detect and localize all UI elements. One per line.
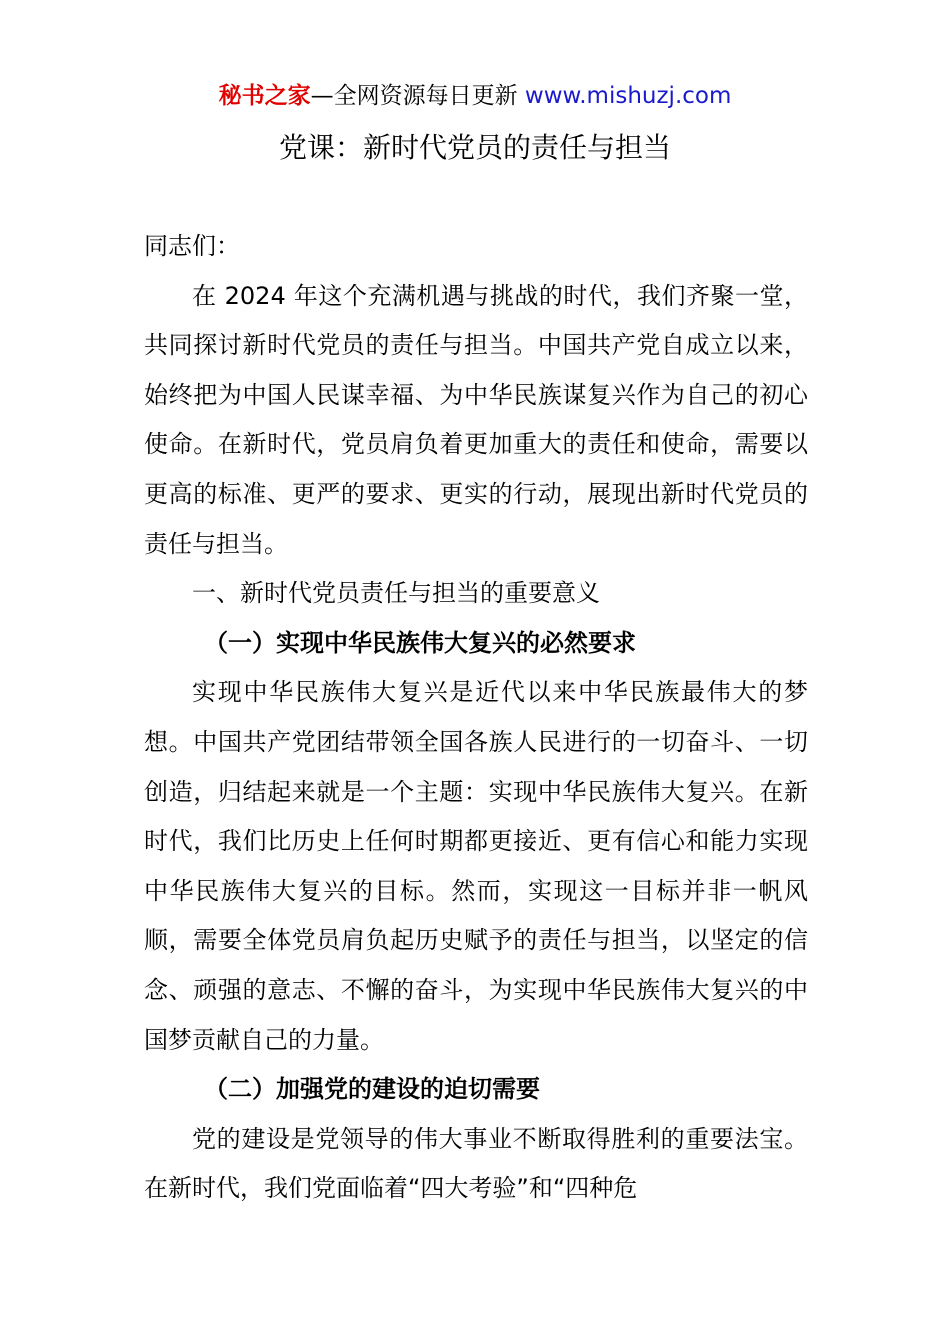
subsection-heading-2: （二）加强党的建设的迫切需要 bbox=[204, 1075, 540, 1104]
site-header bbox=[0, 80, 950, 112]
document-title: 党课：新时代党员的责任与担当 bbox=[278, 131, 671, 164]
section-heading-1: 一、新时代党员责任与担当的重要意义 bbox=[192, 579, 600, 608]
subsection-1-paragraph: 实现中华民族伟大复兴是近代以来中华民族最伟大的梦想。中国共产党团结带领全国各族人民进行的一切奋斗、一切创造，归结起来就是一个主题：实现中华民族伟大复兴。在新时代，我们比历史上任何时期都更接近、更有信心和能力实现中华民族伟大复兴的目标。然而，实现这一目标并非一帆风顺，需要全体党员肩负起历史赋予的责任与担当，以坚定的信念、顽强的意志、不懈的奋斗，为实现中华民族伟大复兴的中国梦贡献自己的力量。 bbox=[144, 678, 808, 1054]
subsection-2-paragraph: 党的建设是党领导的伟大事业不断取得胜利的重要法宝。在新时代，我们党面临着“四大考验”和“四种危 bbox=[144, 1124, 808, 1203]
site-tagline: —全网资源每日更新 bbox=[310, 83, 518, 109]
document-body bbox=[144, 222, 808, 1214]
subsection-heading-1: （一）实现中华民族伟大复兴的必然要求 bbox=[204, 628, 636, 657]
salutation: 同志们： bbox=[144, 232, 240, 260]
site-url-link[interactable]: www.mishuzj.com bbox=[524, 83, 732, 109]
site-brand: 秘书之家 bbox=[218, 83, 311, 109]
intro-paragraph: 在 2024 年这个充满机遇与挑战的时代，我们齐聚一堂，共同探讨新时代党员的责任与担当。中国共产党自成立以来，始终把为中国人民谋幸福、为中华民族谋复兴作为自己的初心使命。在新时代，党员肩负着更加重大的责任和使命，需要以更高的标准、更严的要求、更实的行动，展现出新时代党员的责任与担当。 bbox=[144, 281, 808, 558]
